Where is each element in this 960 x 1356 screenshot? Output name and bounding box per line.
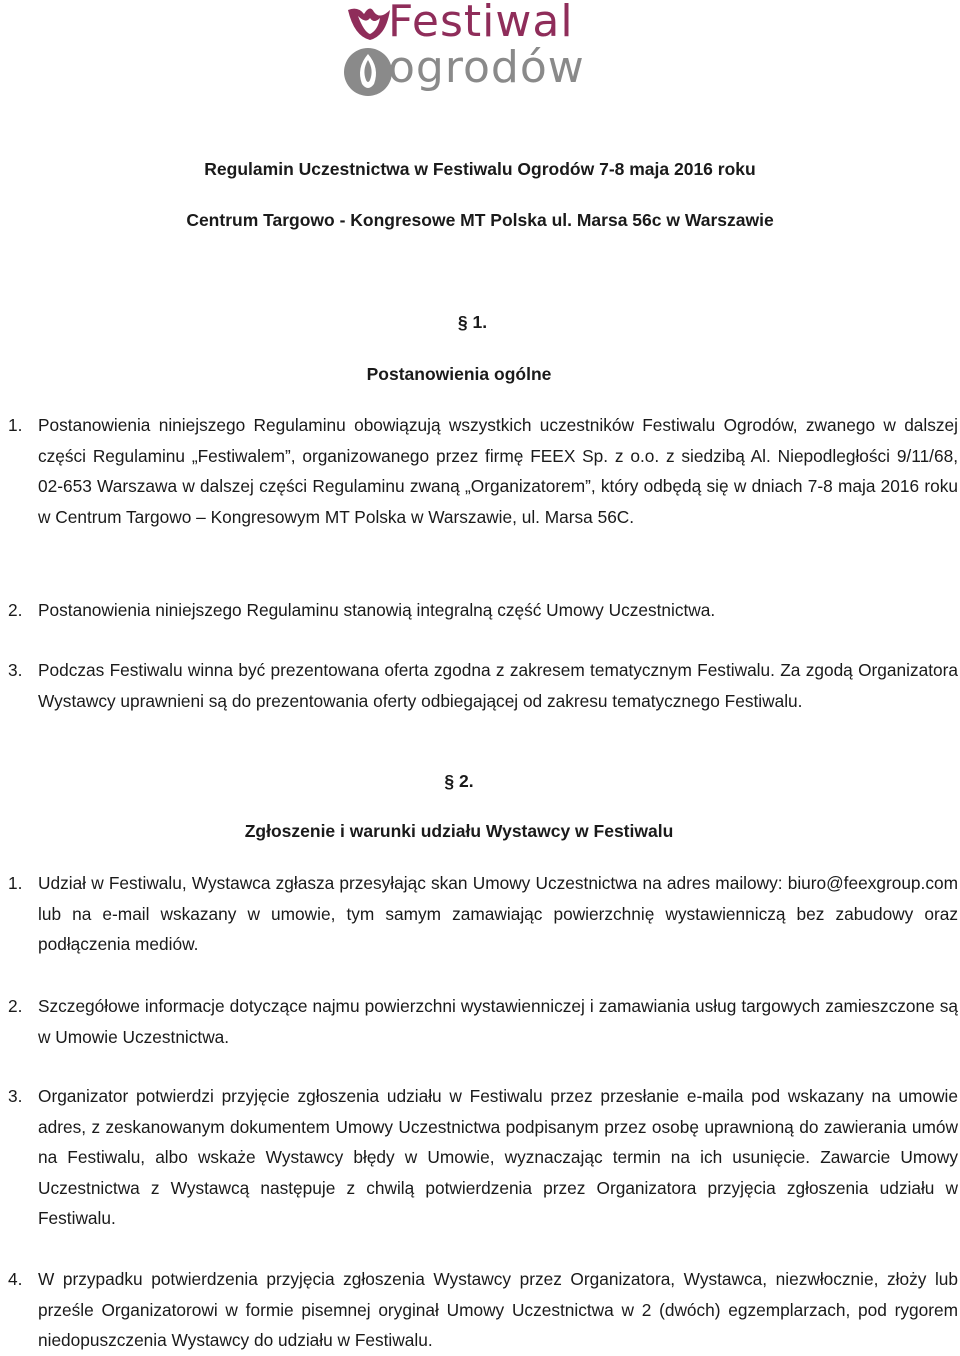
paragraph-number: 3. xyxy=(8,660,23,680)
paragraph-number: 3. xyxy=(8,1086,23,1106)
paragraph-number: 1. xyxy=(8,415,23,435)
section-heading: Postanowienia ogólne xyxy=(366,364,552,384)
paragraph xyxy=(8,655,958,716)
document-subtitle: Centrum Targowo - Kongresowe MT Polska ul. Marsa 56c w Warszawie xyxy=(186,210,774,230)
paragraph-number: 4. xyxy=(8,1269,23,1289)
paragraph-text: Udział w Festiwalu, Wystawca zgłasza przesyłając skan Umowy Uczestnictwa na adres mailowy: biuro@feexgroup.com lub na e-mail wskazany w umowie, tym samym zamawiając powierzchnię wystawienniczą bez zabudowy oraz podłączenia mediów. xyxy=(38,873,958,954)
paragraph xyxy=(8,1081,958,1234)
document-title: Regulamin Uczestnictwa w Festiwalu Ogrodów 7-8 maja 2016 roku xyxy=(204,159,756,179)
paragraph xyxy=(8,991,958,1052)
logo-text-ogrodow: ogrodów xyxy=(388,42,585,93)
paragraph-text: Organizator potwierdzi przyjęcie zgłoszenia udziału w Festiwalu przez przesłanie e-maila pod wskazany na umowie adres, z zeskanowanym dokumentem Umowy Uczestnictwa podpisanym przez osobę uprawnioną do zawierania umów na Festiwalu, albo wskaże Wystawcy błędy w Umowie, wyznaczając termin na ich usunięcie. Zawarcie Umowy Uczestnictwa z Wystawcą następuje z chwilą potwierdzenia przez Organizatora przyjęcia zgłoszenia udziału w Festiwalu. xyxy=(38,1086,958,1228)
logo-text-festiwal: Festiwal xyxy=(388,0,574,47)
paragraph xyxy=(8,410,958,532)
section-number: § 2. xyxy=(444,771,474,791)
paragraph xyxy=(8,595,958,626)
paragraph-number: 1. xyxy=(8,873,23,893)
festiwal-ogrodow-logo xyxy=(340,2,590,102)
paragraph-text: Szczegółowe informacje dotyczące najmu powierzchni wystawienniczej i zamawiania usług targowych zamieszczone są w Umowie Uczestnictwa. xyxy=(38,996,958,1047)
paragraph xyxy=(8,1264,958,1356)
section-number: § 1. xyxy=(457,312,488,332)
paragraph-number: 2. xyxy=(8,996,23,1016)
paragraph xyxy=(8,868,958,960)
paragraph-number: 2. xyxy=(8,600,23,620)
section-heading: Zgłoszenie i warunki udziału Wystawcy w Festiwalu xyxy=(244,821,674,841)
paragraph-text: W przypadku potwierdzenia przyjęcia zgłoszenia Wystawcy przez Organizatora, Wystawca, niezwłocznie, złoży lub prześle Organizatorowi w formie pisemnej oryginał Umowy Uczestnictwa w 2 (dwóch) egzemplarzach, pod rygorem niedopuszczenia Wystawcy do udziału w Festiwalu. xyxy=(38,1269,958,1350)
paragraph-text: Postanowienia niniejszego Regulaminu obowiązują wszystkich uczestników Festiwalu Ogrodów, zwanego w dalszej części Regulaminu „Festiwalem”, organizowanego przez firmę FEEX Sp. z o.o. z siedzibą Al. Niepodległości 9/11/68, 02-653 Warszawa w dalszej części Regulaminu zwaną „Organizatorem”, który odbędą się w dniach 7-8 maja 2016 roku w Centrum Targowo – Kongresowym MT Polska w Warszawie, ul. Marsa 56C. xyxy=(38,415,958,527)
paragraph-text: Podczas Festiwalu winna być prezentowana oferta zgodna z zakresem tematycznym Festiwalu. Za zgodą Organizatora Wystawcy uprawnieni są do prezentowania oferty odbiegającej od zakresu tematycznego Festiwalu. xyxy=(38,660,958,711)
paragraph-text: Postanowienia niniejszego Regulaminu stanowią integralną część Umowy Uczestnictwa. xyxy=(38,600,716,620)
